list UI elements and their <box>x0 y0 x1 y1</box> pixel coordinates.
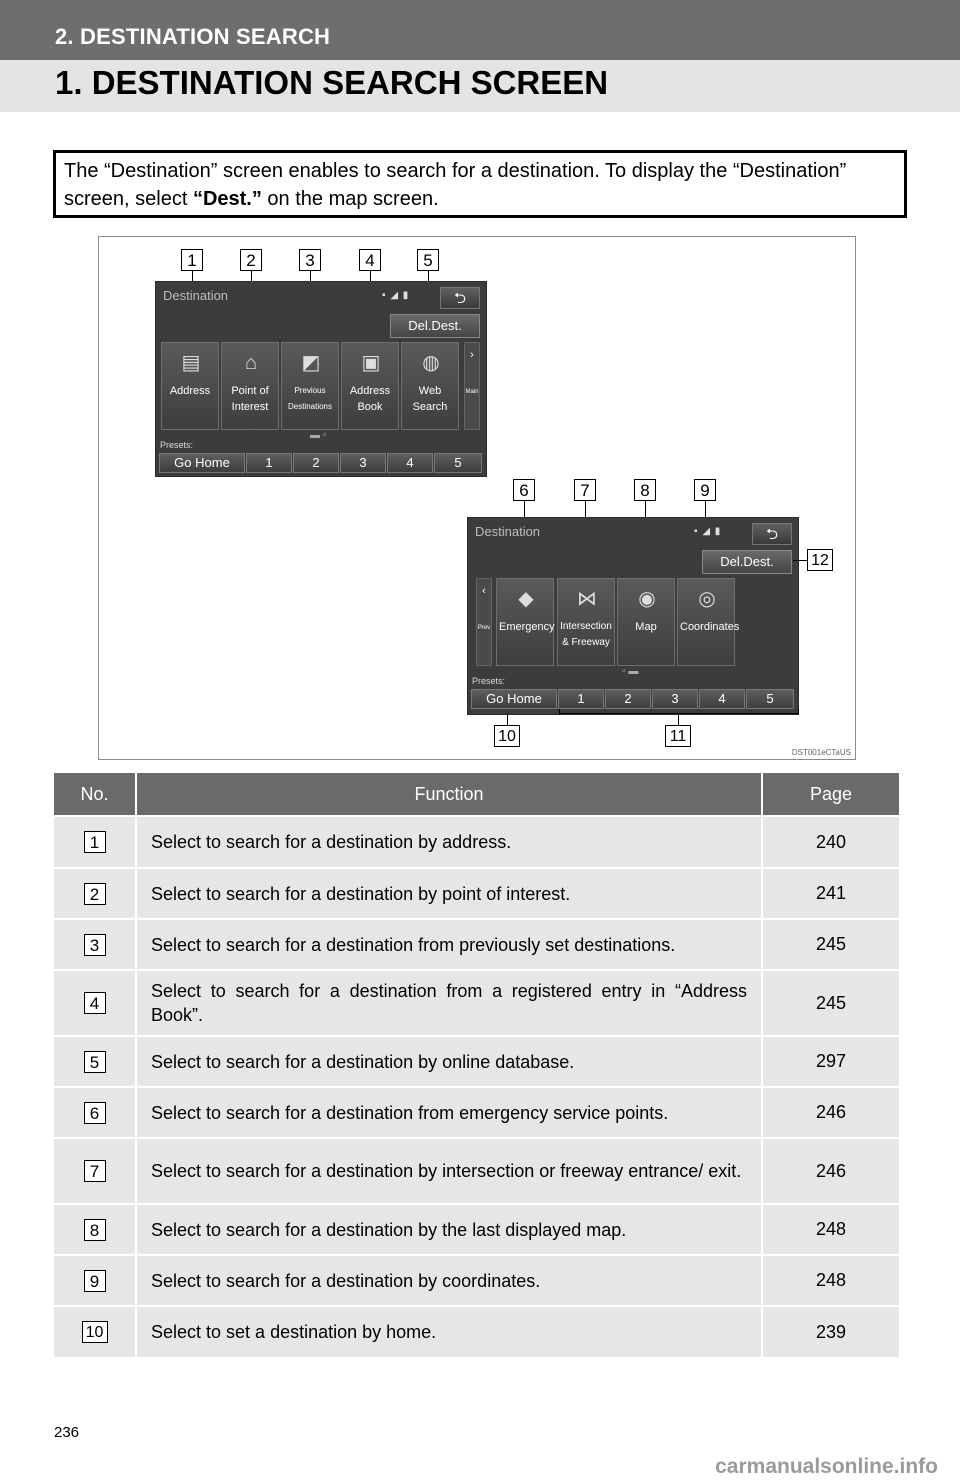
row-number: 2 <box>84 883 106 905</box>
destination-screen-1 <box>155 281 487 477</box>
intro-box <box>53 150 907 218</box>
next-page-button[interactable] <box>464 342 480 430</box>
row-page: 240 <box>762 816 899 868</box>
intro-text: The “Destination” screen enables to search for a destination. To display the “Destination” screen, select <box>64 160 847 210</box>
row-number: 7 <box>84 1160 106 1182</box>
preset-5-button[interactable]: 5 <box>746 689 794 709</box>
tile-label: Address Book <box>349 385 391 413</box>
callout-4: 4 <box>359 249 381 271</box>
row-function: Select to search for a destination by the last displayed map. <box>136 1204 762 1255</box>
tile-label: Intersection & Freeway <box>560 621 612 648</box>
preset-1-button[interactable]: 1 <box>558 689 604 709</box>
coordinates-icon: ◎ <box>698 588 716 610</box>
row-number: 10 <box>82 1321 108 1343</box>
map-button[interactable] <box>617 578 675 666</box>
preset-go-home-button[interactable]: Go Home <box>159 453 245 473</box>
address-book-button[interactable] <box>341 342 399 430</box>
row-page: 245 <box>762 919 899 970</box>
row-function: Select to search for a destination by address. <box>136 816 762 868</box>
tile-label: Previous Destinations <box>287 386 333 411</box>
row-function: Select to search for a destination by online database. <box>136 1036 762 1087</box>
side-label: Main <box>465 389 479 395</box>
row-number: 9 <box>84 1270 106 1292</box>
back-button[interactable]: ⮌ <box>752 523 792 545</box>
leader-line-12 <box>793 560 807 561</box>
freeway-icon: ⋈ <box>577 588 597 610</box>
row-number: 1 <box>84 831 106 853</box>
table-row <box>54 868 899 919</box>
table-row <box>54 1087 899 1138</box>
row-function: Select to search for a destination by point of interest. <box>136 868 762 919</box>
destination-screen-2 <box>467 517 799 715</box>
preset-3-button[interactable]: 3 <box>652 689 698 709</box>
screen-title: Destination <box>475 524 541 539</box>
del-dest-button[interactable]: Del.Dest. <box>390 314 480 338</box>
row-page: 248 <box>762 1204 899 1255</box>
row-function: Select to search for a destination from emergency service points. <box>136 1087 762 1138</box>
row-page: 241 <box>762 868 899 919</box>
tile-label: Address <box>169 385 211 397</box>
row-number: 3 <box>84 934 106 956</box>
row-number: 8 <box>84 1219 106 1241</box>
callout-5: 5 <box>417 249 439 271</box>
address-icon: ▤ <box>181 352 201 374</box>
intro-text-end: on the map screen. <box>261 188 439 210</box>
row-number: 4 <box>84 992 106 1014</box>
image-id: DST001eCTaUS <box>791 748 851 757</box>
row-page: 245 <box>762 970 899 1036</box>
row-page: 239 <box>762 1306 899 1357</box>
back-button[interactable]: ⮌ <box>440 287 480 309</box>
table-row <box>54 1255 899 1306</box>
row-function: Select to search for a destination from previously set destinations. <box>136 919 762 970</box>
callout-11: 11 <box>665 725 691 747</box>
col-header-no: No. <box>54 773 136 816</box>
page-number: 236 <box>54 1424 80 1441</box>
tile-label: Point of Interest <box>231 385 269 413</box>
preset-3-button[interactable]: 3 <box>340 453 386 473</box>
previous-destinations-button[interactable] <box>281 342 339 430</box>
tile-label: Web Search <box>412 385 448 413</box>
intersection-freeway-button[interactable] <box>557 578 615 666</box>
row-page: 297 <box>762 1036 899 1087</box>
table-row <box>54 1138 899 1204</box>
row-page: 246 <box>762 1087 899 1138</box>
row-page: 248 <box>762 1255 899 1306</box>
tile-label: Map <box>635 621 657 633</box>
globe-icon: ◍ <box>422 352 440 374</box>
table-row <box>54 1036 899 1087</box>
preset-4-button[interactable]: 4 <box>387 453 433 473</box>
table-row <box>54 816 899 868</box>
leader-line-10 <box>507 713 508 725</box>
row-number: 5 <box>84 1051 106 1073</box>
leader-line-11 <box>678 714 679 725</box>
preset-2-button[interactable]: 2 <box>293 453 339 473</box>
intro-dest-keyword: “Dest.” <box>192 188 262 210</box>
section-title: 2. DESTINATION SEARCH <box>55 24 331 49</box>
table-row <box>54 970 899 1036</box>
tile-label: Emergency <box>499 621 555 633</box>
point-of-interest-button[interactable] <box>221 342 279 430</box>
address-book-icon: ▣ <box>361 352 381 374</box>
chevron-right-icon: › <box>470 349 474 361</box>
table-header-row <box>54 773 899 816</box>
col-header-function: Function <box>136 773 762 816</box>
emergency-icon: ◆ <box>518 588 534 610</box>
callout-1: 1 <box>181 249 203 271</box>
tile-label: Coordinates <box>680 621 740 633</box>
row-function: Select to search for a destination from a registered entry in “Address Book”. <box>136 970 762 1036</box>
watermark: carmanualsonline.info <box>715 1455 938 1478</box>
preset-4-button[interactable]: 4 <box>699 689 745 709</box>
emergency-button[interactable] <box>496 578 554 666</box>
bracket-11 <box>559 709 799 714</box>
preset-5-button[interactable]: 5 <box>434 453 482 473</box>
col-header-page: Page <box>762 773 899 816</box>
chevron-left-icon: ‹ <box>482 585 486 597</box>
page-indicator: ▬ ▫ <box>310 430 327 441</box>
row-function: Select to set a destination by home. <box>136 1306 762 1357</box>
callout-6: 6 <box>513 479 535 501</box>
previous-page-button[interactable] <box>476 578 492 666</box>
preset-1-button[interactable]: 1 <box>246 453 292 473</box>
page-title: 1. DESTINATION SEARCH SCREEN <box>55 64 609 101</box>
callout-3: 3 <box>299 249 321 271</box>
row-function: Select to search for a destination by intersection or freeway entrance/ exit. <box>136 1138 762 1204</box>
section-header-bar <box>0 0 960 60</box>
screen-title: Destination <box>163 288 229 303</box>
side-label: Prev <box>477 625 491 631</box>
del-dest-button[interactable]: Del.Dest. <box>702 550 792 574</box>
preset-go-home-button[interactable]: Go Home <box>471 689 557 709</box>
presets-label: Presets: <box>160 440 194 450</box>
coordinates-button[interactable] <box>677 578 740 666</box>
table-row <box>54 1204 899 1255</box>
address-button[interactable] <box>161 342 219 430</box>
callout-10: 10 <box>494 725 520 747</box>
map-pin-icon: ◉ <box>638 588 656 610</box>
table-row <box>54 1306 899 1357</box>
callout-8: 8 <box>634 479 656 501</box>
row-number: 6 <box>84 1102 106 1124</box>
callout-12: 12 <box>807 549 833 571</box>
callout-2: 2 <box>240 249 262 271</box>
web-search-button[interactable] <box>401 342 459 430</box>
callout-9: 9 <box>694 479 716 501</box>
preset-2-button[interactable]: 2 <box>605 689 651 709</box>
row-function: Select to search for a destination by coordinates. <box>136 1255 762 1306</box>
status-icons: ▪ ◢ ▮ <box>382 290 410 301</box>
building-icon: ⌂ <box>244 352 258 374</box>
presets-label: Presets: <box>472 676 506 686</box>
function-table <box>54 773 899 1357</box>
screen-illustration <box>98 236 856 760</box>
callout-7: 7 <box>574 479 596 501</box>
history-icon: ◩ <box>301 352 321 374</box>
status-icons: ▪ ◢ ▮ <box>694 526 722 537</box>
row-page: 246 <box>762 1138 899 1204</box>
table-row <box>54 919 899 970</box>
page-indicator: ▫ ▬ <box>622 666 639 677</box>
page-title-bar <box>0 60 960 112</box>
